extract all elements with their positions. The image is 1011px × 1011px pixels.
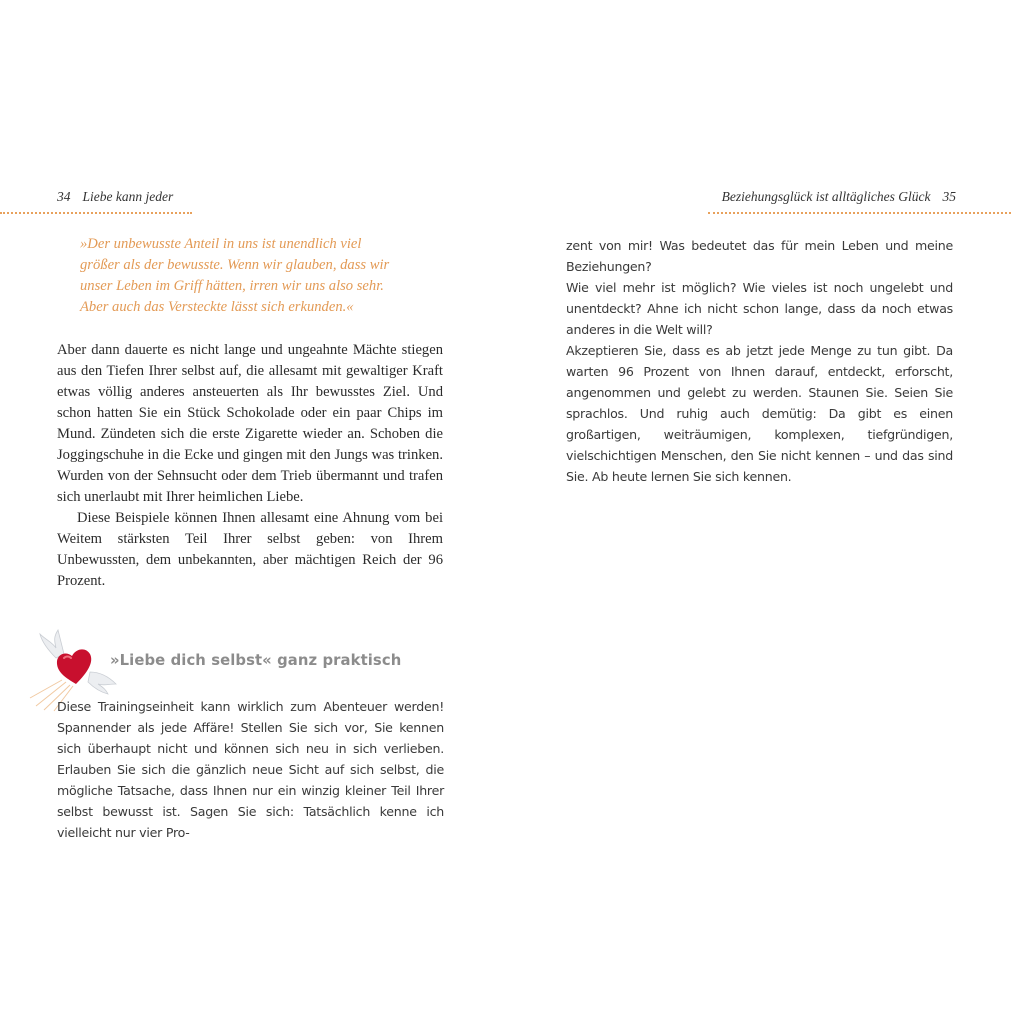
running-title-left: Liebe kann jeder bbox=[82, 189, 174, 204]
paragraph: Akzeptieren Sie, dass es ab jetzt jede Menge zu tun gibt. Da warten 96 Prozent von Ihnen darauf, entdeckt, erforscht, angenommen und gelebt zu werden. Staunen Sie. Seien Sie sprachlos. Und ruhig auch demütig: Da gibt es einen großartigen, weiträumigen, komplexen, tiefgründigen, vielschichtigen Menschen, den Sie nicht kennen – und das sind Sie. Ab heute lernen Sie sich kennen. bbox=[566, 343, 953, 484]
quote-line: größer als der bewusste. Wenn wir glauben, dass wir bbox=[80, 257, 390, 273]
page-number-left: 34 bbox=[57, 189, 71, 204]
page-number-right: 35 bbox=[942, 189, 956, 204]
body-text-right bbox=[566, 235, 953, 487]
quote-line: unser Leben im Griff hätten, irren wir uns also sehr. bbox=[80, 278, 384, 294]
section-heading: »Liebe dich selbst« ganz praktisch bbox=[110, 652, 402, 669]
paragraph: Aber dann dauerte es nicht lange und ungeahnte Mächte stiegen aus den Tiefen Ihrer selbst auf, die allesamt mit gewaltiger Kraft etwas völlig anderes ansteuerten als Ihr bewusstes Ziel. Und schon hatten Sie ein Stück Schokolade oder ein paar Chips im Mund. Zündeten sich die erste Zigarette wieder an. Schoben die Joggingschuhe in die Ecke und gingen mit den Jungs was trinken. Wurden von der Sehnsucht oder dem Trieb übermannt und trafen sich unerlaubt mit Ihrer heimlichen Liebe. bbox=[57, 342, 443, 505]
paragraph: Diese Trainingseinheit kann wirklich zum Abenteuer werden! Spannender als jede Affäre! Stellen Sie sich vor, Sie kennen sich überhaupt nicht und können sich neu in sich verlieben. Erlauben Sie sich die gänzlich neue Sicht auf sich selbst, die mögliche Tatsache, dass Ihnen nur ein winzig kleiner Teil Ihrer selbst bewusst ist. Sagen Sie sich: Tatsächlich kenne ich vielleicht nur vier Pro- bbox=[57, 699, 444, 840]
quote-line: »Der unbewusste Anteil in uns ist unendlich viel bbox=[80, 236, 362, 252]
dotted-rule-right bbox=[708, 212, 1011, 214]
quote-line: Aber auch das Versteckte lässt sich erkunden.« bbox=[80, 299, 354, 315]
paragraph: Diese Beispiele können Ihnen allesamt eine Ahnung vom bei Weitem stärksten Teil Ihrer selbst geben: von Ihrem Unbewussten, dem unbekannten, aber mächtigen Reich der 96 Prozent. bbox=[57, 510, 443, 589]
paragraph: Wie viel mehr ist möglich? Wie vieles ist noch ungelebt und unentdeckt? Ahne ich nicht schon lange, dass da noch etwas anderes in die Welt will? bbox=[566, 280, 953, 337]
running-title-right: Beziehungsglück ist alltägliches Glück bbox=[721, 189, 931, 204]
paragraph: zent von mir! Was bedeutet das für mein Leben und meine Beziehungen? bbox=[566, 238, 953, 274]
running-head-right bbox=[722, 189, 956, 205]
